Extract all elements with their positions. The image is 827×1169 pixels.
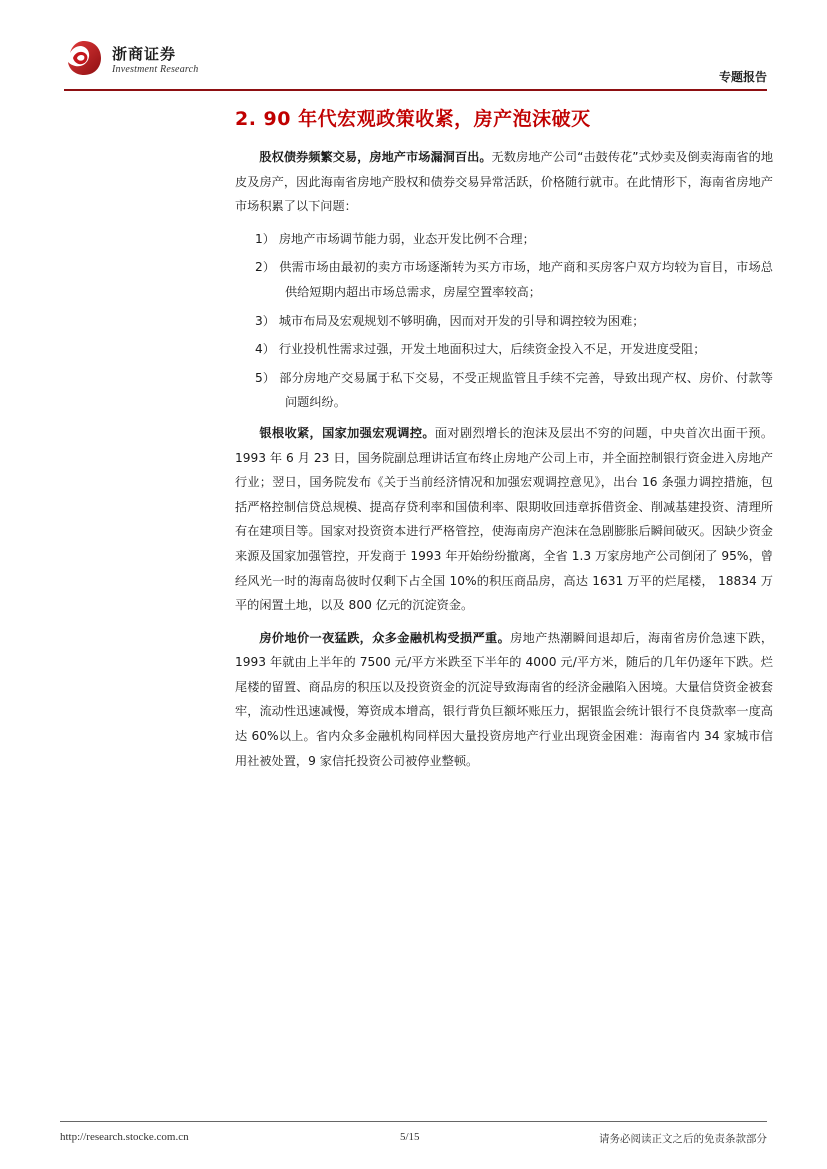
main-content bbox=[235, 104, 773, 781]
brand-name-cn: 浙商证券 bbox=[112, 45, 177, 63]
page-number: 5/15 bbox=[400, 1131, 420, 1143]
paragraph-lead: 银根收紧，国家加强宏观调控。 bbox=[259, 425, 435, 440]
page-header bbox=[64, 38, 767, 88]
paragraph-body: 面对剧烈增长的泡沫及层出不穷的问题，中央首次出面干预。1993 年 6 月 23 日，国务院副总理讲话宣布终止房地产公司上市，并全面控制银行资金进入房地产行业；翌日，国务院发布《关于当前经济情况和加强宏观调控意见》，出台 16 条强力调控措施，包括严格控制信贷总规模、提高存贷利率和国债利率、限期收回违章拆借资金、削减基建投资、清理所有在建项目等。国家对投资资本进行严格管控，使海南房产泡沫在急剧膨胀后瞬间破灭。因缺少资金来源及国家加强管控，开发商于 1993 年开始纷纷撤离，全省 1.3 万家房地产公司倒闭了 95%，曾经风光一时的海南岛彼时仅剩下占全国 10%的积压商品房，高达 1631 万平的烂尾楼， 18834 万平的闲置土地，以及 800 亿元的沉淀资金。 bbox=[235, 425, 774, 613]
report-type-label: 专题报告 bbox=[718, 70, 767, 84]
paragraph-price-collapse bbox=[235, 626, 773, 774]
paragraph-body: 无数房地产公司“击鼓传花”式炒卖及倒卖海南省的地皮及房产，因此海南省房地产股权和债券交易异常活跃，价格随行就市。在此情形下，海南省房地产市场积累了以下问题： bbox=[235, 150, 774, 214]
list-item: 1） 房地产市场调节能力弱，业态开发比例不合理； bbox=[255, 231, 535, 246]
section-title: 2. 90 年代宏观政策收紧，房产泡沫破灭 bbox=[235, 108, 591, 130]
list-item: 4） 行业投机性需求过强，开发土地面积过大，后续资金投入不足，开发进度受阻； bbox=[255, 342, 706, 357]
paragraph-body: 房地产热潮瞬间退却后，海南省房价急速下跌，1993 年就由上半年的 7500 元/平方米跌至下半年的 4000 元/平方米，随后的几年仍逐年下跌。烂尾楼的留置、商品房的积压以及投资资金的沉淀导致海南省的经济金融陷入困境。大量信贷资金被套牢，流动性迅速减慢，筹资成本增高，银行背负巨额坏账压力，据银监会统计银行不良贷款率一度高达 60%以上。省内众多金融机构同样因大量投资房地产行业出现资金困难：海南省内 34 家城市信用社被处置，9 家信托投资公司被停业整顿。 bbox=[235, 630, 774, 768]
list-item: 5） 部分房地产交易属于私下交易，不受正规监管且手续不完善，导致出现产权、房价、付款等问题纠纷。 bbox=[255, 370, 773, 410]
issue-list bbox=[235, 227, 773, 415]
header-divider bbox=[64, 89, 767, 91]
list-item: 2） 供需市场由最初的卖方市场逐渐转为买方市场，地产商和买房客户双方均较为盲目，市场总供给短期内超出市场总需求，房屋空置率较高； bbox=[255, 260, 773, 299]
brand-name-en: Investment Research bbox=[112, 64, 199, 75]
stocke-logo-icon bbox=[64, 38, 104, 78]
paragraph-macro-control bbox=[235, 421, 773, 618]
footer-divider bbox=[60, 1121, 767, 1122]
paragraph-lead: 股权债券频繁交易，房地产市场漏洞百出。 bbox=[259, 150, 492, 164]
list-item: 3） 城市布局及宏观规划不够明确，因而对开发的引导和调控较为困难； bbox=[255, 313, 645, 328]
footer-disclaimer: 请务必阅读正文之后的免责条款部分 bbox=[599, 1133, 767, 1145]
paragraph-equity-trading bbox=[235, 145, 773, 219]
footer-url-link[interactable]: http://research.stocke.com.cn bbox=[60, 1131, 189, 1143]
paragraph-lead: 房价地价一夜猛跌，众多金融机构受损严重。 bbox=[259, 630, 511, 645]
